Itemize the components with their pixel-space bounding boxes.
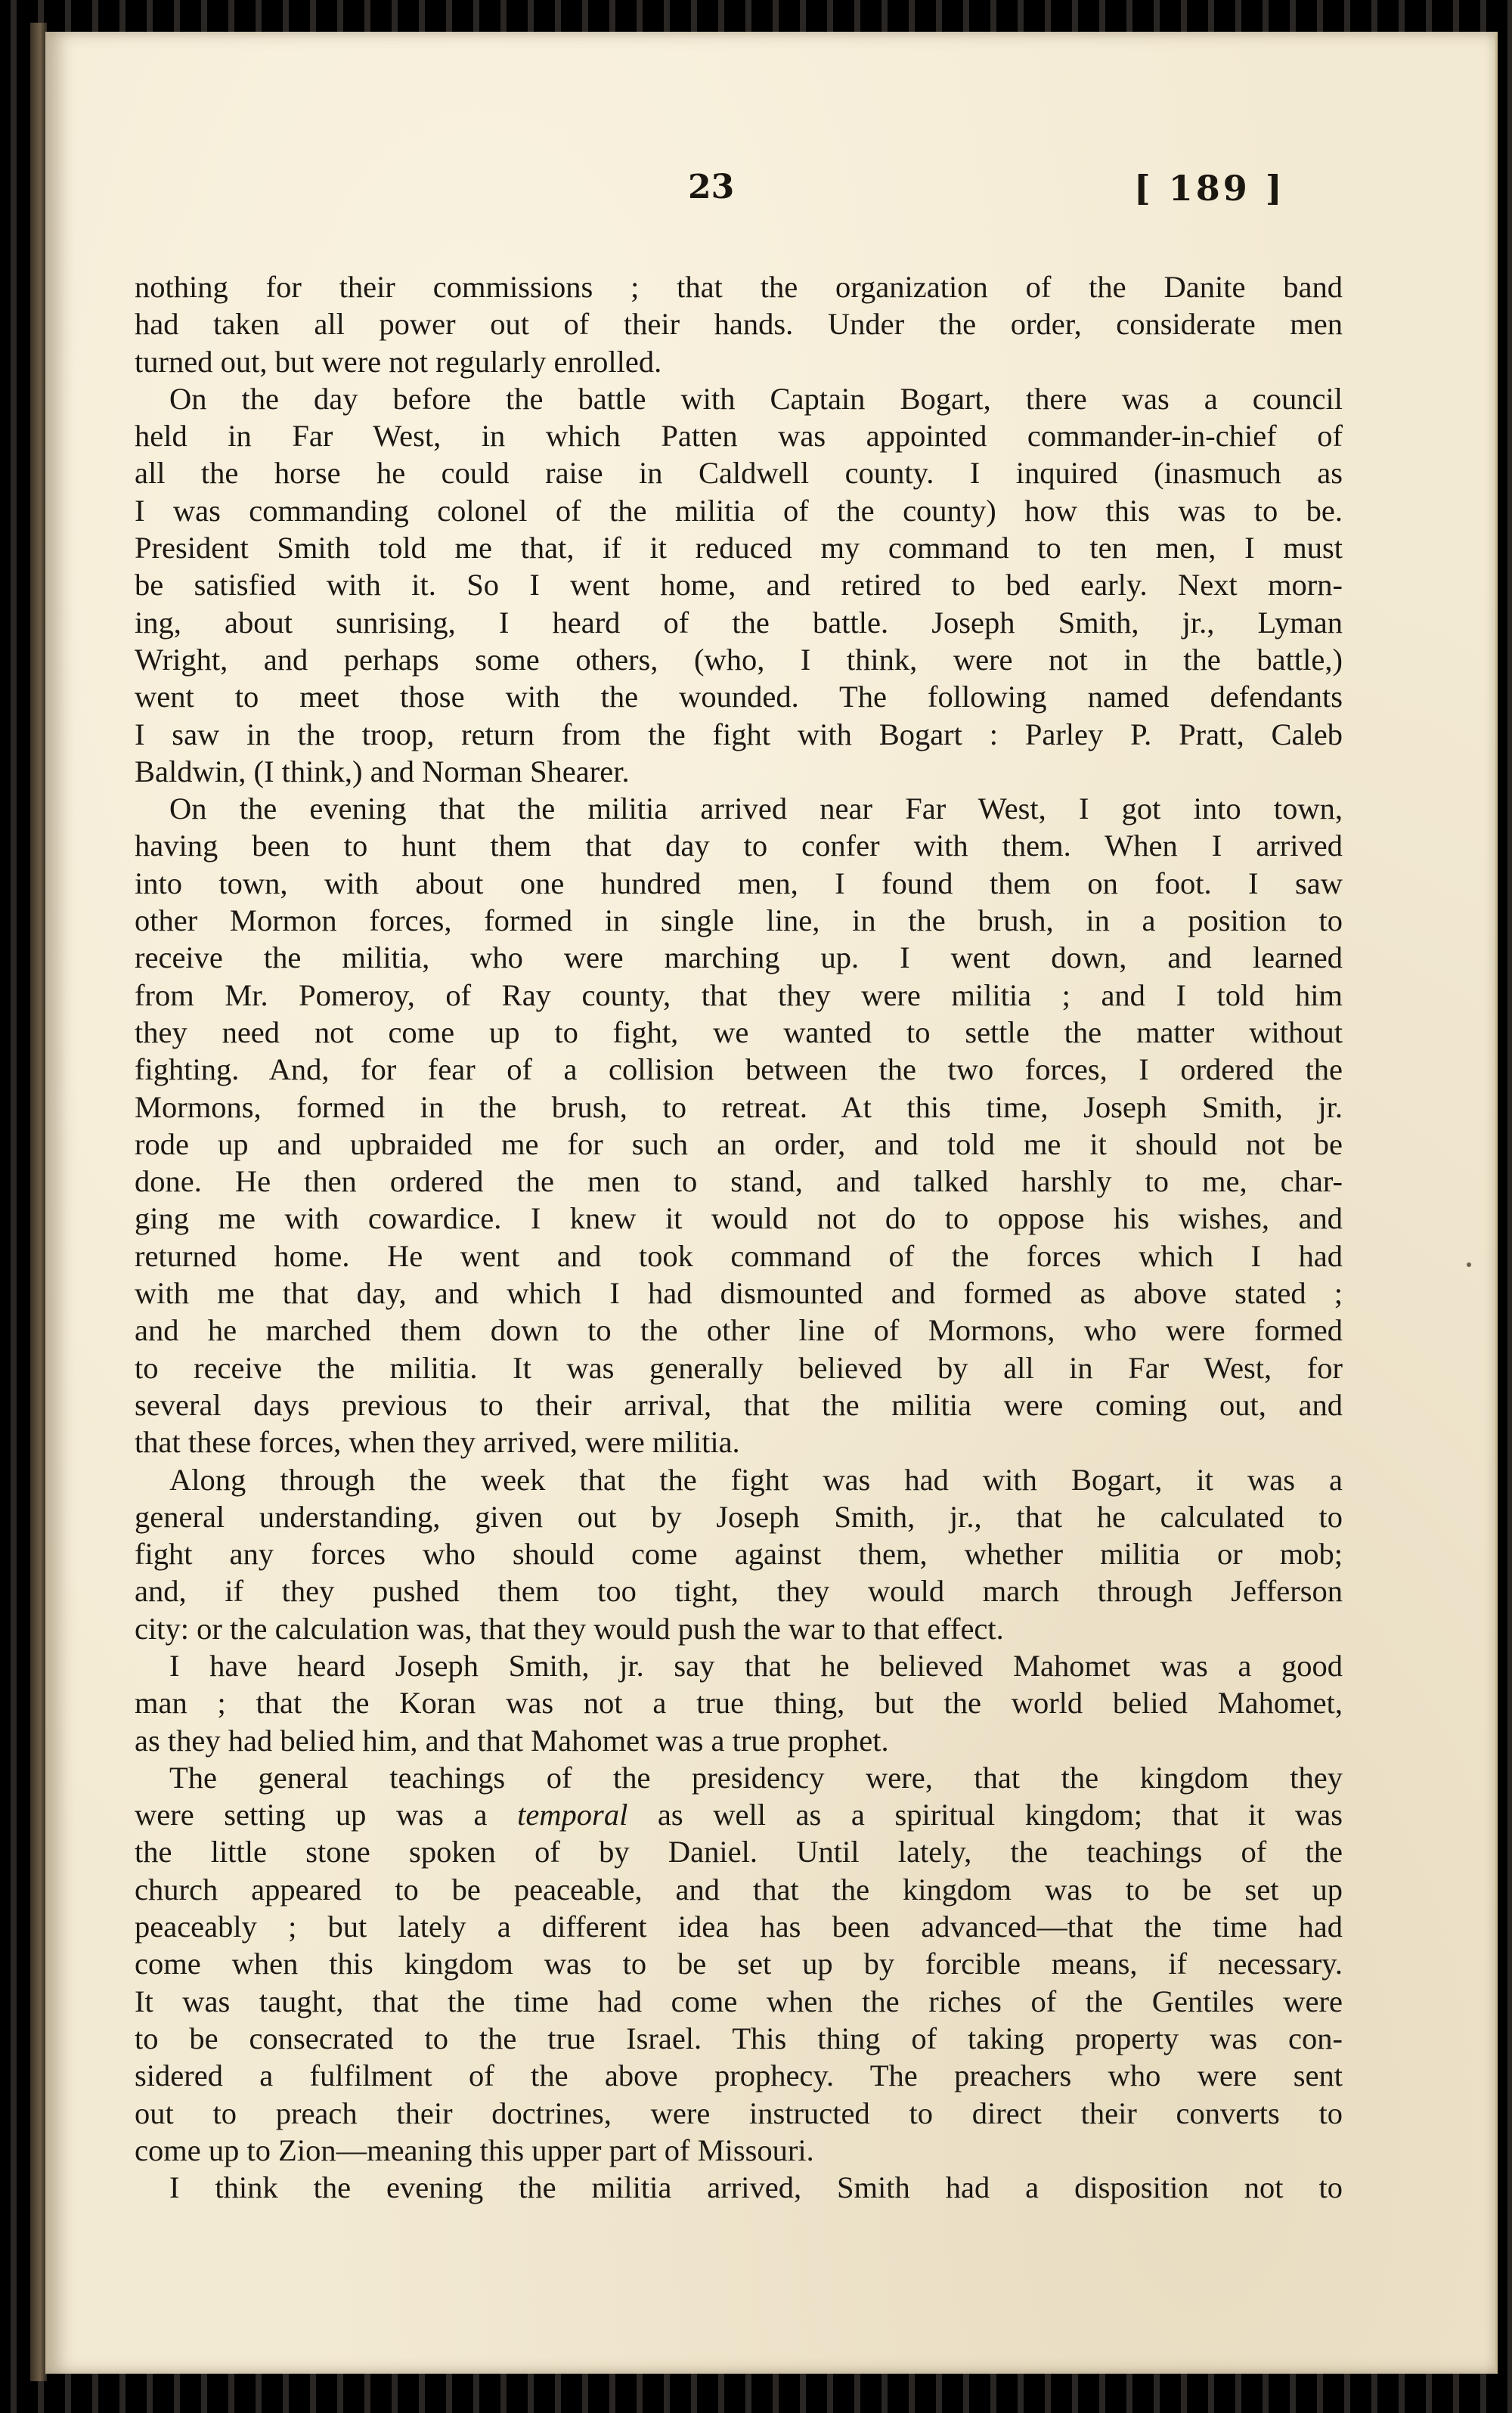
document-number: [ 189 ] [1134,168,1285,209]
text-line: city: or the calculation was, that they would push the war to that effect. [135,1611,1004,1646]
text-line: that these forces, when they arrived, were militia. [135,1425,740,1460]
text-line: Mormons, formed in the brush, to retreat. At this time, Joseph Smith, jr. [135,1089,1343,1124]
text-segment: as well as a spiritual kingdom; that it was [627,1798,1343,1832]
text-line: went to meet those with the wounded. The following named defendants [135,680,1343,714]
text-line: church appeared to be peaceable, and that the kingdom was to be set up [135,1872,1343,1907]
page-header [45,168,1495,243]
text-line: having been to hunt them that day to confer with them. When I arrived [135,829,1343,863]
text-line: with me that day, and which I had dismounted and formed as above stated ; [135,1276,1343,1311]
text-line: returned home. He went and took command of the forces which I had [135,1238,1343,1273]
text-line: several days previous to their arrival, that the militia were coming out, and [135,1387,1343,1422]
text-line: I have heard Joseph Smith, jr. say that he believed Mahomet was a good [169,1648,1343,1683]
text-line: other Mormon forces, formed in single line, in the brush, in a position to [135,903,1343,938]
text-line: ing, about sunrising, I heard of the battle. Joseph Smith, jr., Lyman [135,605,1343,640]
text-line: ging me with cowardice. I knew it would not do to oppose his wishes, and [135,1201,1343,1236]
text-segment: were setting up was a [135,1798,518,1832]
text-line: they need not come up to fight, we wanted to settle the matter without [135,1014,1343,1049]
text-line: come up to Zion—meaning this upper part of Missouri. [135,2133,814,2167]
text-line: come when this kingdom was to be set up by forcible means, if necessary. [135,1947,1343,1981]
text-line: Baldwin, (I think,) and Norman Shearer. [135,754,630,788]
text-line: be satisfied with it. So I went home, and retired to bed early. Next morn- [135,568,1343,602]
text-line: and he marched them down to the other line of Mormons, who were formed [135,1313,1343,1348]
text-line: the little stone spoken of by Daniel. Until lately, the teachings of the [135,1835,1343,1869]
book-page [45,32,1498,2374]
text-line: as they had belied him, and that Mahomet was a true prophet. [135,1723,889,1758]
italic-word: temporal [517,1798,628,1832]
text-line: turned out, but were not regularly enrolled. [135,344,662,379]
text-line: out to preach their doctrines, were instructed to direct their converts to [135,2096,1343,2130]
text-line: I was commanding colonel of the militia of the county) how this was to be. [135,493,1343,528]
text-line: rode up and upbraided me for such an order, and told me it should not be [135,1126,1343,1161]
text-line: fight any forces who should come against them, whether militia or mob; [135,1537,1343,1572]
text-line: general understanding, given out by Joseph Smith, jr., that he calculated to [135,1499,1343,1534]
text-line: receive the militia, who were marching up. I went down, and learned [135,940,1343,975]
text-line: to receive the militia. It was generally believed by all in Far West, for [135,1350,1343,1385]
text-line: I think the evening the militia arrived, Smith had a disposition not to [169,2170,1343,2205]
text-line: into town, with about one hundred men, I found them on foot. I saw [135,866,1343,900]
text-line: from Mr. Pomeroy, of Ray county, that they were militia ; and I told him [135,977,1343,1012]
text-line: all the horse he could raise in Caldwell county. I inquired (inasmuch as [135,456,1343,491]
ink-speck [1467,1262,1471,1267]
text-line: President Smith told me that, if it reduced my command to ten men, I must [135,531,1343,565]
text-line: held in Far West, in which Patten was appointed commander-in-chief of [135,419,1343,454]
text-line [135,1796,1343,1833]
text-line: sidered a fulfilment of the above prophecy. The preachers who were sent [135,2058,1343,2093]
text-line: done. He then ordered the men to stand, and talked harshly to me, char- [135,1164,1343,1199]
text-line: to be consecrated to the true Israel. This thing of taking property was con- [135,2021,1343,2055]
text-line: On the evening that the militia arrived near Far West, I got into town, [169,791,1343,826]
text-line: On the day before the battle with Captain Bogart, there was a council [169,381,1343,416]
text-line: The general teachings of the presidency were, that the kingdom they [169,1760,1343,1795]
text-line: nothing for their commissions ; that the organization of the Danite band [135,270,1343,304]
page-number: 23 [688,168,735,206]
text-line: Along through the week that the fight was had with Bogart, it was a [169,1462,1343,1497]
text-line: man ; that the Koran was not a true thing, but the world belied Mahomet, [135,1686,1343,1721]
book-spine [30,23,47,2381]
text-line: and, if they pushed them too tight, they would march through Jefferson [135,1574,1343,1609]
text-line: It was taught, that the time had come when the riches of the Gentiles were [135,1984,1343,2018]
text-line: I saw in the troop, return from the fight with Bogart : Parley P. Pratt, Caleb [135,717,1343,751]
text-line: fighting. And, for fear of a collision between the two forces, I ordered the [135,1052,1343,1087]
body-text [135,268,1343,2206]
text-line: peaceably ; but lately a different idea has been advanced—that the time had [135,1910,1343,1944]
text-line: Wright, and perhaps some others, (who, I think, were not in the battle,) [135,642,1343,677]
text-line: had taken all power out of their hands. Under the order, considerate men [135,307,1343,342]
